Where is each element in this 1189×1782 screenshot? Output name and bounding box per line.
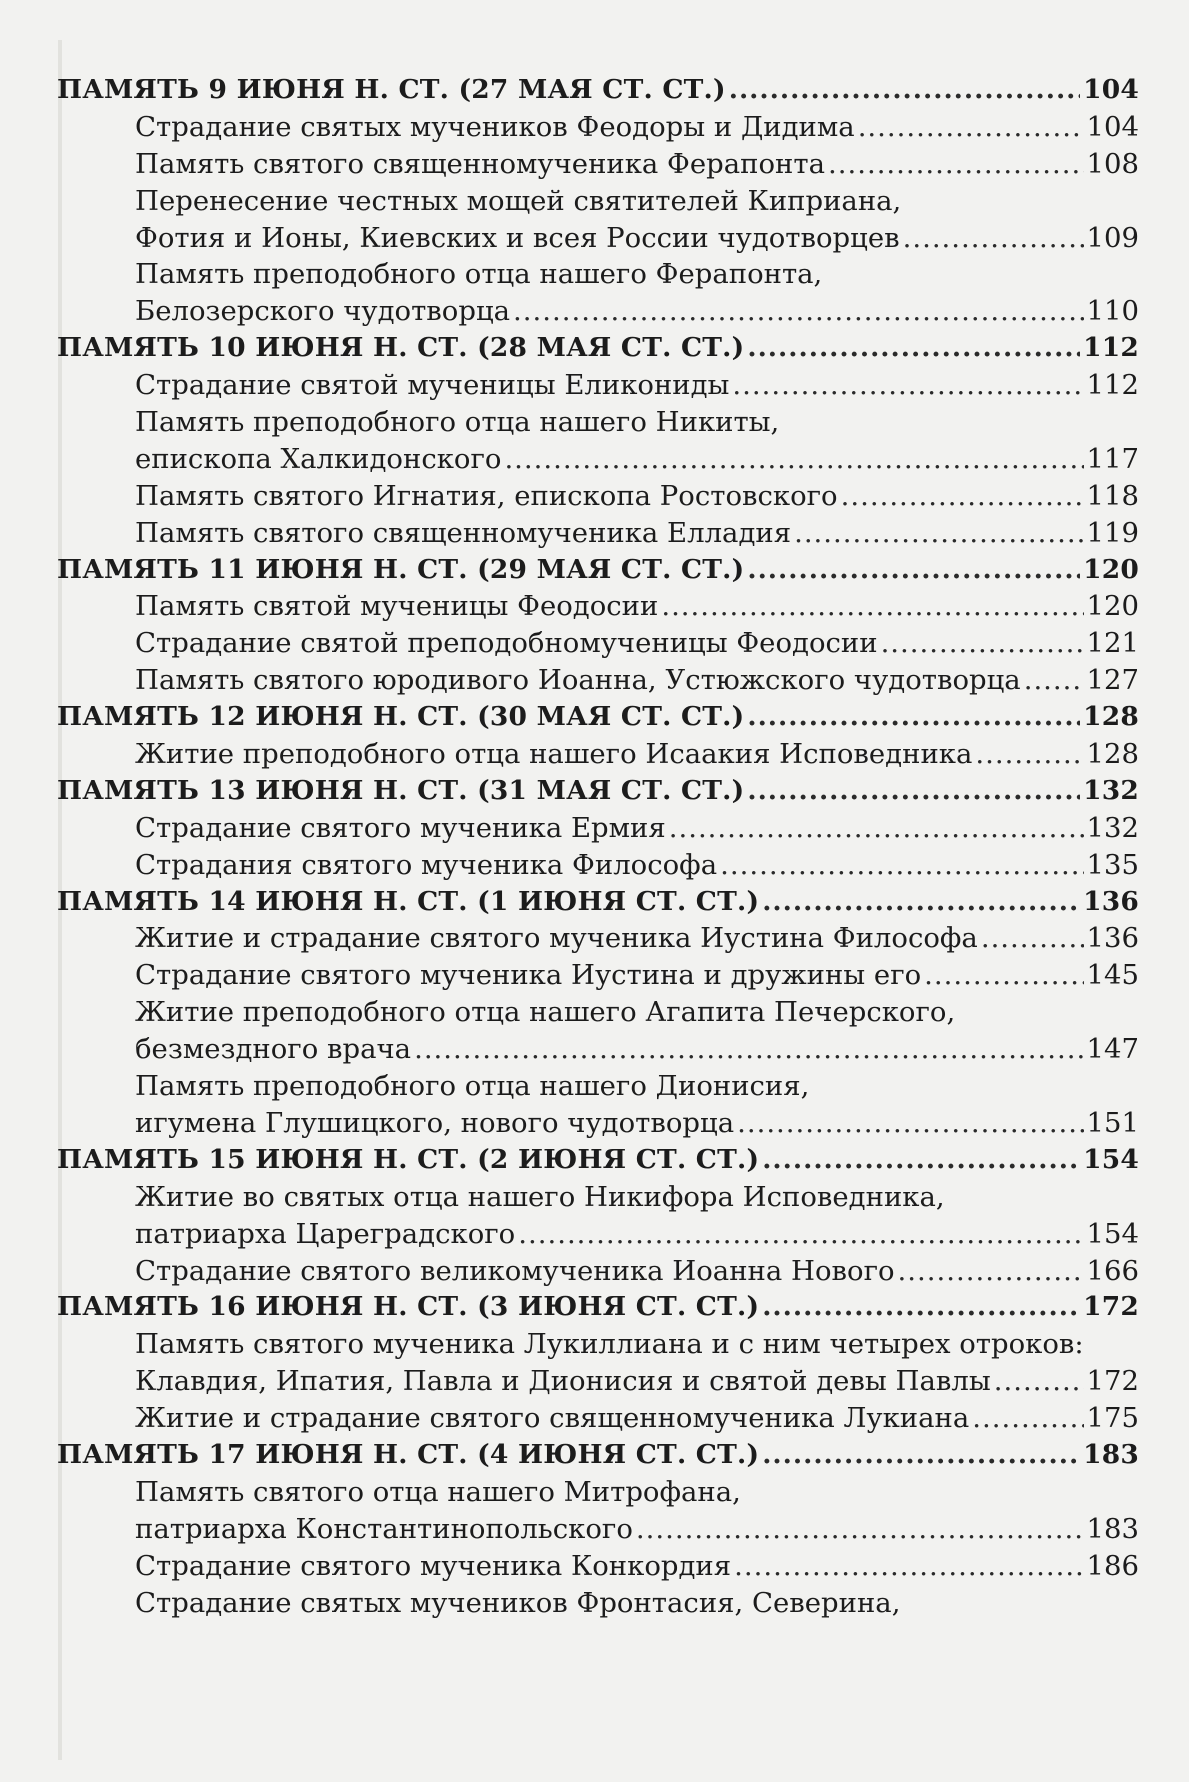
toc-entry-line[interactable] (57, 1216, 1139, 1253)
entry-title: Белозерского чудотворца (135, 295, 511, 328)
section-title: ПАМЯТЬ 9 ИЮНЯ Н. СТ. (27 МАЯ СТ. СТ.) (57, 74, 726, 105)
entry-page-number: 121 (1086, 627, 1139, 660)
toc-section-heading[interactable] (57, 884, 1139, 921)
toc-entry-line[interactable] (57, 1474, 1139, 1511)
entry-title: Страдание святых мучеников Фронтасия, Северина, (135, 1586, 901, 1619)
entry-page-number: 145 (1086, 959, 1139, 992)
entry-page-number: 119 (1086, 516, 1139, 549)
entry-page-number: 175 (1086, 1402, 1139, 1435)
entry-title: Страдание святого мученика Иустина и дружины его (135, 959, 922, 992)
leader-dots (747, 699, 1080, 736)
toc-entry-line[interactable] (57, 994, 1139, 1031)
section-page-number: 120 (1083, 553, 1139, 585)
entry-page-number: 166 (1086, 1254, 1139, 1287)
entry-title: Страдание святого мученика Конкордия (135, 1549, 732, 1582)
toc-entry-line[interactable] (57, 1179, 1139, 1216)
toc-entry-line[interactable] (57, 367, 1139, 404)
entry-page-number: 110 (1086, 295, 1139, 328)
toc-entry-line[interactable] (57, 146, 1139, 183)
toc-section-heading[interactable] (57, 773, 1139, 810)
entry-title: Страдание святого мученика Ермия (135, 811, 666, 844)
section-title: ПАМЯТЬ 12 ИЮНЯ Н. СТ. (30 МАЯ СТ. СТ.) (57, 701, 745, 733)
entry-page-number: 154 (1086, 1217, 1139, 1250)
toc-entry-line[interactable] (57, 109, 1139, 146)
leader-dots (732, 367, 1083, 404)
toc-section-heading[interactable] (57, 72, 1139, 109)
toc-entry-line[interactable] (57, 1253, 1139, 1290)
toc-entry-line[interactable] (57, 1326, 1139, 1363)
toc-entry-line[interactable] (57, 1511, 1139, 1548)
entry-title: Память преподобного отца нашего Ферапонта, (135, 258, 823, 291)
leader-dots (994, 1363, 1084, 1400)
entry-page-number: 135 (1086, 848, 1139, 881)
toc-entry-line[interactable] (57, 183, 1139, 220)
leader-dots (747, 773, 1080, 810)
section-page-number: 112 (1083, 332, 1139, 364)
toc-entry-line[interactable] (57, 957, 1139, 994)
entry-title: патриарха Цареградского (135, 1217, 516, 1250)
entry-title: патриарха Константинопольского (135, 1512, 633, 1545)
section-page-number: 183 (1083, 1438, 1139, 1470)
entry-title: Память святой мученицы Феодосии (135, 590, 659, 623)
leader-dots (762, 884, 1080, 921)
entry-page-number: 186 (1086, 1549, 1139, 1582)
toc-entry-line[interactable] (57, 662, 1139, 699)
toc-entry-line[interactable] (57, 1363, 1139, 1400)
section-title: ПАМЯТЬ 14 ИЮНЯ Н. СТ. (1 ИЮНЯ СТ. СТ.) (57, 885, 760, 917)
section-title: ПАМЯТЬ 16 ИЮНЯ Н. СТ. (3 ИЮНЯ СТ. СТ.) (57, 1291, 760, 1323)
leader-dots (747, 552, 1080, 589)
entry-title: Память святого мученика Лукиллиана и с ним четырех отроков: (135, 1328, 1084, 1361)
section-title: ПАМЯТЬ 13 ИЮНЯ Н. СТ. (31 МАЯ СТ. СТ.) (57, 774, 745, 806)
leader-dots (762, 1142, 1080, 1179)
toc-entry-line[interactable] (57, 810, 1139, 847)
entry-title: Память святого отца нашего Митрофана, (135, 1475, 741, 1508)
section-page-number: 128 (1083, 701, 1139, 733)
entry-title: Память преподобного отца нашего Дионисия, (135, 1070, 810, 1103)
section-title: ПАМЯТЬ 15 ИЮНЯ Н. СТ. (2 ИЮНЯ СТ. СТ.) (57, 1143, 760, 1175)
leader-dots (720, 847, 1083, 884)
leader-dots (513, 293, 1083, 330)
entry-title: игумена Глушицкого, нового чудотворца (135, 1106, 735, 1139)
leader-dots (975, 736, 1083, 773)
toc-section-heading[interactable] (57, 699, 1139, 736)
entry-page-number: 172 (1086, 1365, 1139, 1398)
toc-section-heading[interactable] (57, 1437, 1139, 1474)
entry-page-number: 117 (1086, 442, 1139, 475)
toc-entry-line[interactable] (57, 1400, 1139, 1437)
leader-dots (414, 1031, 1083, 1068)
toc-entry-line[interactable] (57, 847, 1139, 884)
leader-dots (661, 588, 1083, 625)
leader-dots (794, 515, 1083, 552)
entry-title: Страдания святого мученика Философа (135, 848, 718, 881)
leader-dots (841, 478, 1084, 515)
leader-dots (762, 1289, 1080, 1326)
section-page-number: 172 (1083, 1291, 1139, 1323)
entry-page-number: 118 (1086, 479, 1139, 512)
entry-title: Перенесение честных мощей святителей Киприана, (135, 184, 902, 217)
toc-entry-line[interactable] (57, 256, 1139, 293)
entry-title: Житие преподобного отца нашего Агапита Печерского, (135, 996, 956, 1029)
toc-section-heading[interactable] (57, 1142, 1139, 1179)
leader-dots (747, 330, 1080, 367)
toc-entry-line[interactable] (57, 220, 1139, 257)
leader-dots (729, 72, 1080, 109)
entry-title: Память преподобного отца нашего Никиты, (135, 406, 780, 439)
entry-page-number: 147 (1086, 1033, 1139, 1066)
entry-page-number: 132 (1086, 811, 1139, 844)
leader-dots (898, 1253, 1084, 1290)
toc-entry-line[interactable] (57, 588, 1139, 625)
entry-page-number: 183 (1086, 1512, 1139, 1545)
leader-dots (636, 1511, 1084, 1548)
entry-page-number: 108 (1086, 147, 1139, 180)
entry-title: Страдание святого великомученика Иоанна Нового (135, 1254, 895, 1287)
entry-title: Память святого Игнатия, епископа Ростовского (135, 479, 838, 512)
section-title: ПАМЯТЬ 17 ИЮНЯ Н. СТ. (4 ИЮНЯ СТ. СТ.) (57, 1438, 760, 1470)
section-page-number: 132 (1083, 774, 1139, 806)
entry-page-number: 127 (1086, 664, 1139, 697)
entry-page-number: 109 (1086, 221, 1139, 254)
toc-entry-line[interactable] (57, 441, 1139, 478)
entry-page-number: 136 (1086, 922, 1139, 955)
entry-page-number: 120 (1086, 590, 1139, 623)
entry-title: Память святого священномученика Ферапонта (135, 147, 825, 180)
leader-dots (669, 810, 1084, 847)
entry-title: Страдание святой мученицы Еликониды (135, 369, 730, 402)
leader-dots (762, 1437, 1080, 1474)
toc-section-heading[interactable] (57, 1289, 1139, 1326)
toc-entry-line[interactable] (57, 478, 1139, 515)
section-title: ПАМЯТЬ 10 ИЮНЯ Н. СТ. (28 МАЯ СТ. СТ.) (57, 332, 745, 364)
entry-page-number: 104 (1086, 110, 1139, 143)
entry-title: Память святого священномученика Елладия (135, 516, 792, 549)
leader-dots (737, 1105, 1083, 1142)
entry-title: епископа Халкидонского (135, 442, 502, 475)
toc-entry-line[interactable] (57, 515, 1139, 552)
leader-dots (518, 1216, 1083, 1253)
leader-dots (1024, 662, 1084, 699)
leader-dots (734, 1548, 1083, 1585)
entry-title: Житие и страдание святого священномученика Лукиана (135, 1402, 970, 1435)
leader-dots (881, 625, 1084, 662)
leader-dots (858, 109, 1084, 146)
entry-page-number: 112 (1086, 369, 1139, 402)
toc-entry-line[interactable] (57, 1585, 1139, 1622)
toc-entry-line[interactable] (57, 1068, 1139, 1105)
section-page-number: 104 (1083, 74, 1139, 105)
entry-page-number: 128 (1086, 738, 1139, 771)
entry-title: Житие во святых отца нашего Никифора Исповедника, (135, 1180, 945, 1213)
toc-entry-line[interactable] (57, 1548, 1139, 1585)
table-of-contents (57, 72, 1139, 1621)
toc-entry-line[interactable] (57, 625, 1139, 662)
toc-section-heading[interactable] (57, 552, 1139, 589)
section-title: ПАМЯТЬ 11 ИЮНЯ Н. СТ. (29 МАЯ СТ. СТ.) (57, 553, 745, 585)
section-page-number: 154 (1083, 1143, 1139, 1175)
toc-entry-line[interactable] (57, 920, 1139, 957)
entry-title: Фотия и Ионы, Киевских и всея России чудотворцев (135, 221, 900, 254)
toc-entry-line[interactable] (57, 404, 1139, 441)
entry-page-number: 151 (1086, 1106, 1139, 1139)
entry-title: Страдание святых мучеников Феодоры и Дидима (135, 110, 855, 143)
leader-dots (504, 441, 1083, 478)
toc-entry-line[interactable] (57, 1105, 1139, 1142)
leader-dots (903, 220, 1084, 257)
toc-entry-line[interactable] (57, 293, 1139, 330)
entry-title: Житие и страдание святого мученика Иустина Философа (135, 922, 978, 955)
entry-title: безмездного врача (135, 1033, 412, 1066)
leader-dots (924, 957, 1083, 994)
toc-entry-line[interactable] (57, 736, 1139, 773)
section-page-number: 136 (1083, 885, 1139, 917)
entry-title: Память святого юродивого Иоанна, Устюжского чудотворца (135, 664, 1021, 697)
toc-section-heading[interactable] (57, 330, 1139, 367)
leader-dots (972, 1400, 1083, 1437)
leader-dots (828, 146, 1084, 183)
leader-dots (981, 920, 1084, 957)
entry-title: Страдание святой преподобномученицы Феодосии (135, 627, 878, 660)
toc-entry-line[interactable] (57, 1031, 1139, 1068)
entry-title: Клавдия, Ипатия, Павла и Дионисия и святой девы Павлы (135, 1365, 991, 1398)
entry-title: Житие преподобного отца нашего Исаакия Исповедника (135, 738, 973, 771)
